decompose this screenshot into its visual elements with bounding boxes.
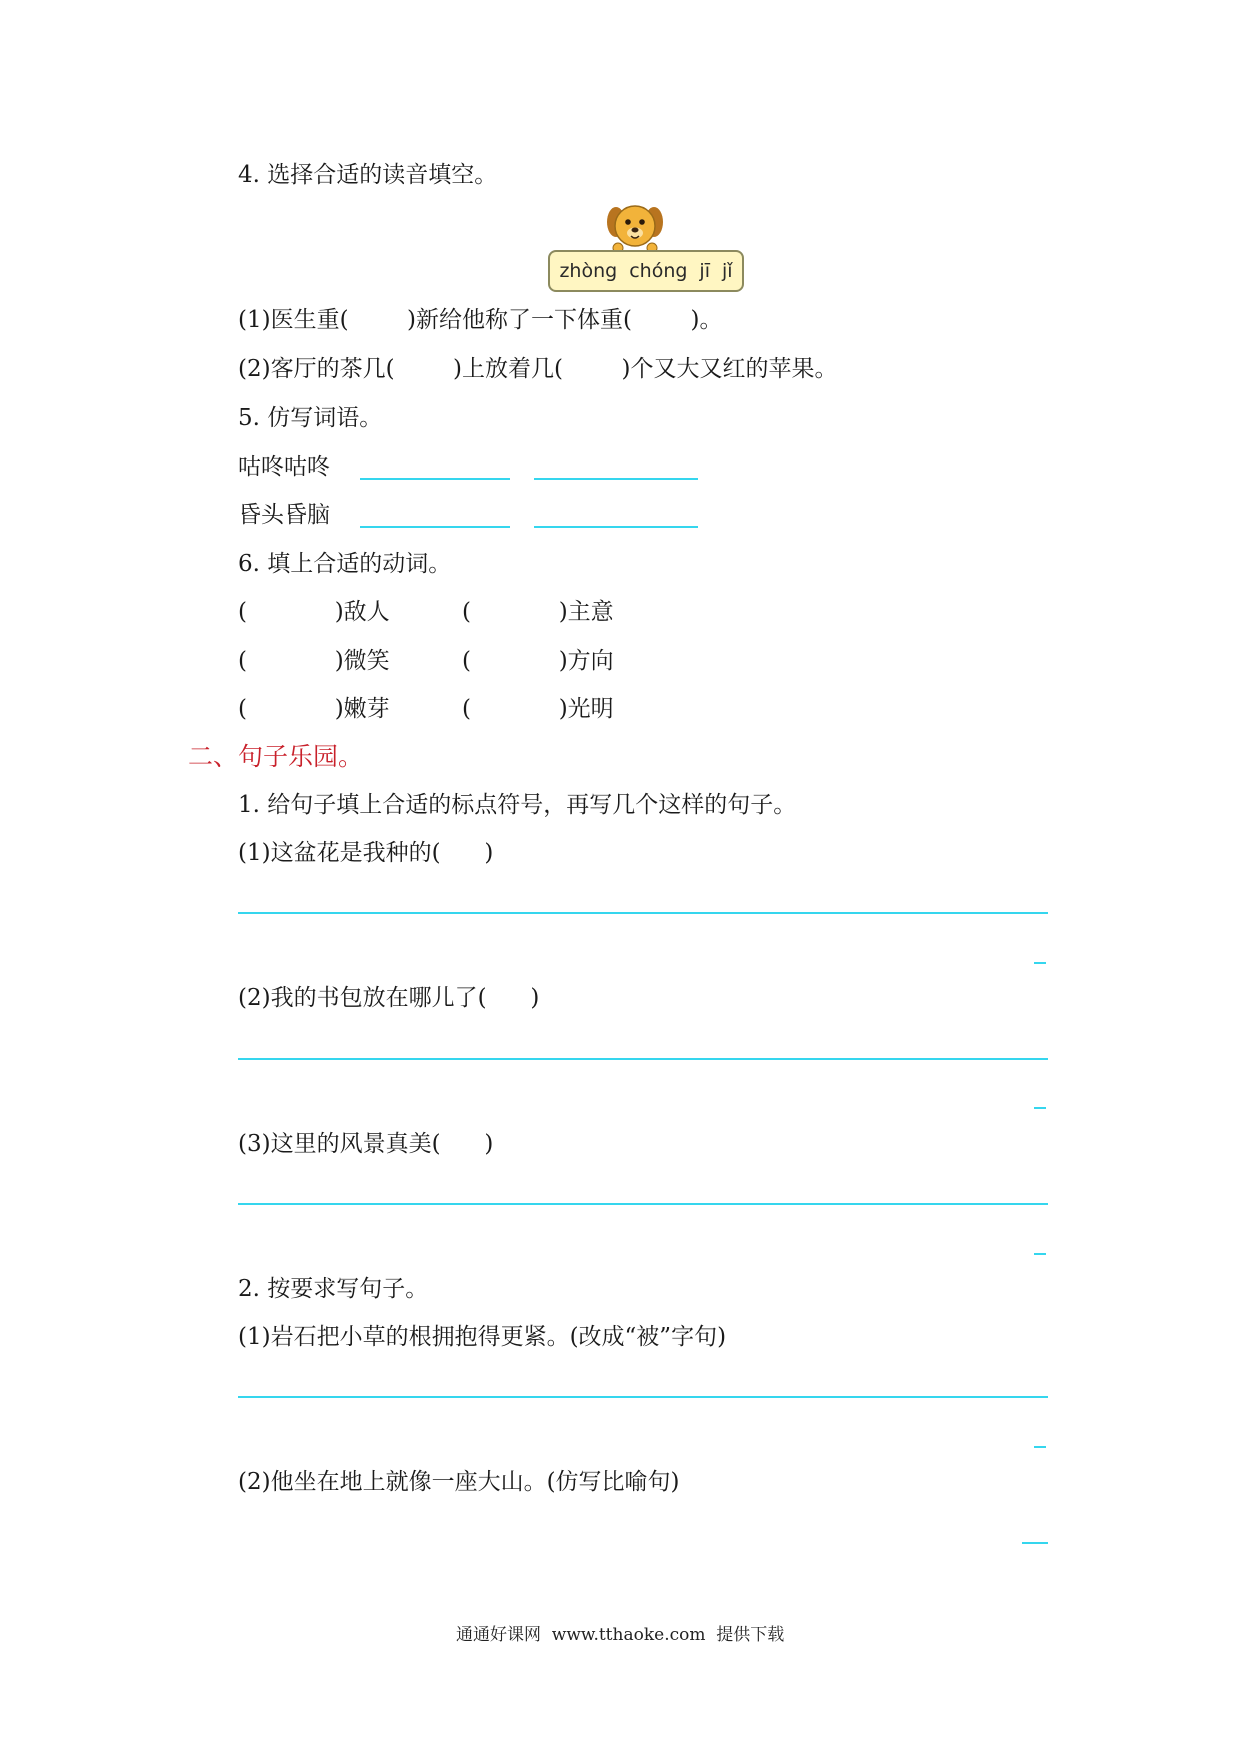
q6-title: 6. 填上合适的动词。 xyxy=(238,551,452,577)
footer-credit: 通通好课网 www.tthaoke.com 提供下载 xyxy=(456,1625,785,1645)
line-end-mark xyxy=(1034,962,1046,964)
answer-line[interactable] xyxy=(238,1058,1048,1060)
pinyin-option: jī xyxy=(699,260,710,282)
s2-q1-item-2: (2)我的书包放在哪儿了( ) xyxy=(238,985,540,1011)
q5-word-2: 昏头昏脑 xyxy=(238,502,330,528)
answer-line[interactable] xyxy=(1022,1542,1048,1544)
pinyin-options-card xyxy=(548,250,744,292)
q5-title: 5. 仿写词语。 xyxy=(238,405,383,431)
puppy-icon xyxy=(606,202,664,254)
section-heading: 二、句子乐园。 xyxy=(188,742,364,771)
s2-q2-item-2: (2)他坐在地上就像一座大山。(仿写比喻句) xyxy=(238,1469,680,1495)
pinyin-option: zhòng xyxy=(559,260,618,282)
answer-line[interactable] xyxy=(360,526,510,528)
s2-q2-title: 2. 按要求写句子。 xyxy=(238,1276,429,1302)
pinyin-option: jǐ xyxy=(721,260,733,282)
q6-blank-verb: ( )敌人 xyxy=(238,599,390,625)
answer-line[interactable] xyxy=(534,526,698,528)
q4-title: 4. 选择合适的读音填空。 xyxy=(238,162,498,188)
pinyin-option: chóng xyxy=(629,260,688,282)
answer-line[interactable] xyxy=(238,1203,1048,1205)
s2-q1-title: 1. 给句子填上合适的标点符号，再写几个这样的句子。 xyxy=(238,792,797,818)
q6-blank-verb: ( )光明 xyxy=(462,696,614,722)
q6-blank-verb: ( )微笑 xyxy=(238,648,390,674)
s2-q1-item-1: (1)这盆花是我种的( ) xyxy=(238,840,494,866)
answer-line[interactable] xyxy=(238,912,1048,914)
q4-item-1: (1)医生重( )新给他称了一下体重( )。 xyxy=(238,307,723,333)
q4-item-2: (2)客厅的茶几( )上放着几( )个又大又红的苹果。 xyxy=(238,356,838,382)
answer-line[interactable] xyxy=(238,1396,1048,1398)
q6-blank-verb: ( )嫩芽 xyxy=(238,696,390,722)
answer-line[interactable] xyxy=(360,478,510,480)
s2-q2-item-1: (1)岩石把小草的根拥抱得更紧。(改成“被”字句) xyxy=(238,1324,727,1350)
q5-word-1: 咕咚咕咚 xyxy=(238,454,330,480)
line-end-mark xyxy=(1034,1446,1046,1448)
line-end-mark xyxy=(1034,1107,1046,1109)
answer-line[interactable] xyxy=(534,478,698,480)
q6-blank-verb: ( )方向 xyxy=(462,648,614,674)
s2-q1-item-3: (3)这里的风景真美( ) xyxy=(238,1131,494,1157)
q6-blank-verb: ( )主意 xyxy=(462,599,614,625)
line-end-mark xyxy=(1034,1253,1046,1255)
